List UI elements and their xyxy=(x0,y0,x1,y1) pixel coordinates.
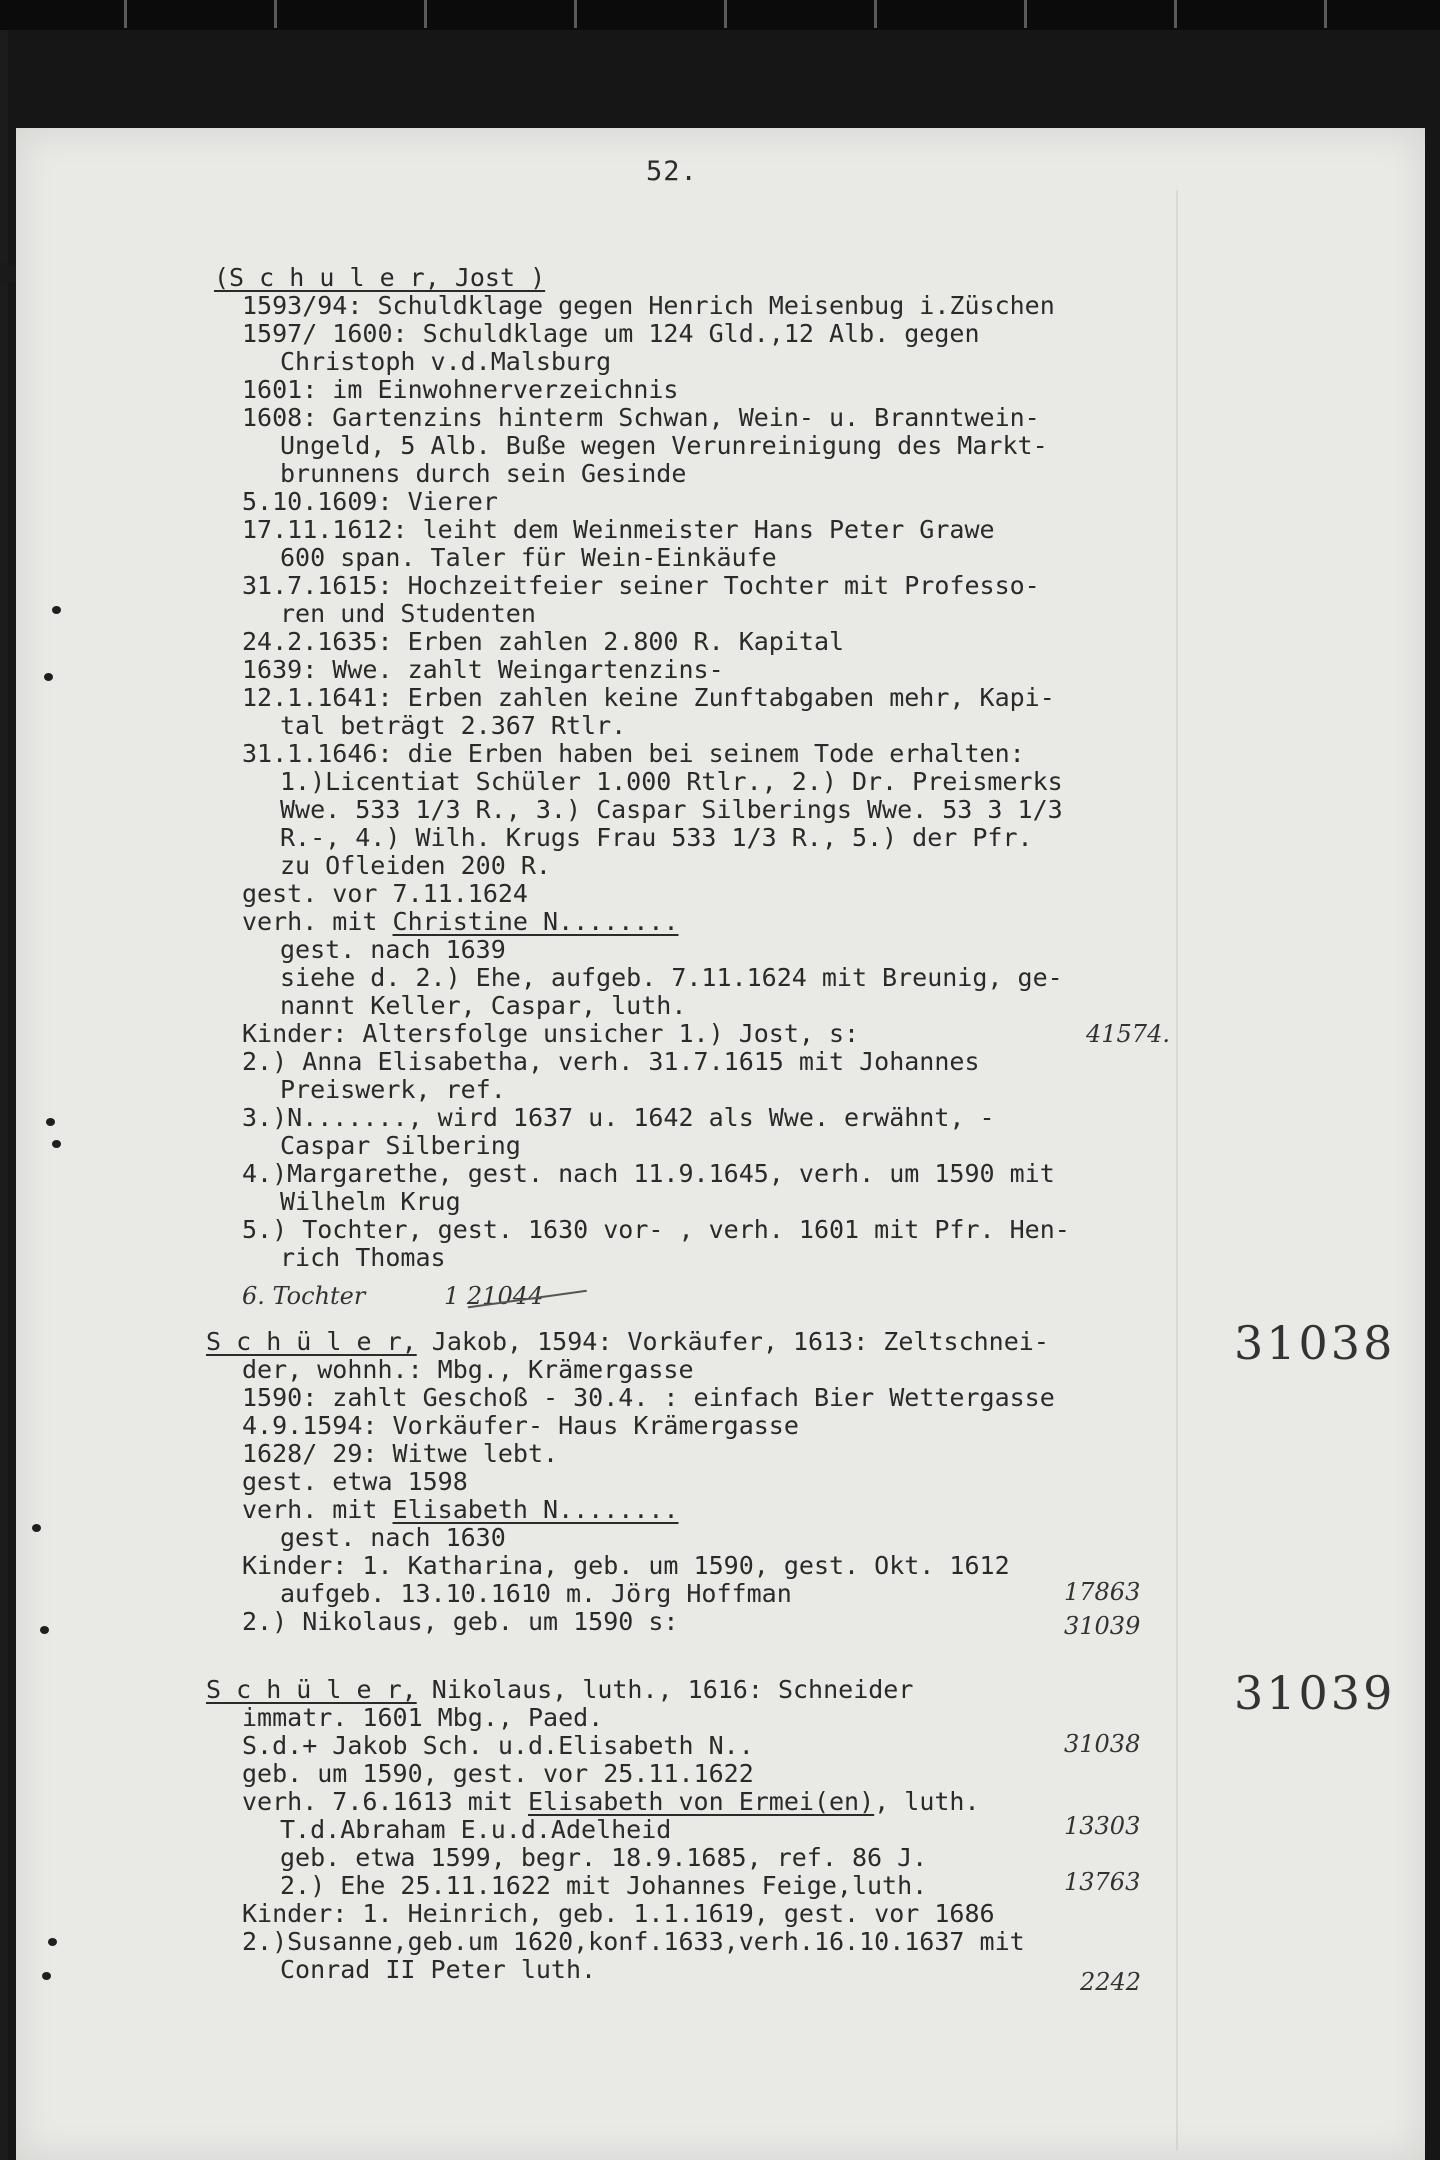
text-line: 2.)Susanne,geb.um 1620,konf.1633,verh.16.10.1637 mit xyxy=(242,1927,1025,1956)
handwritten-note: 1 21044 xyxy=(444,1282,544,1310)
margin-dot xyxy=(42,1972,51,1980)
film-tick xyxy=(874,0,877,28)
text-line: 1593/94: Schuldklage gegen Henrich Meisenbug i.Züschen xyxy=(242,291,1055,320)
text-line: 1597/ 1600: Schuldklage um 124 Gld.,12 Alb. gegen xyxy=(242,319,980,348)
record-number: 31039 xyxy=(1234,1666,1396,1720)
text-line: geb. um 1590, gest. vor 25.11.1622 xyxy=(242,1759,754,1788)
margin-dot xyxy=(52,1140,61,1148)
text-line: Preiswerk, ref. xyxy=(280,1075,506,1104)
handwritten-note: 6. Tochter xyxy=(242,1282,366,1310)
text-line: gest. nach 1639 xyxy=(280,935,506,964)
film-tick xyxy=(274,0,277,28)
page-number: 52. xyxy=(646,156,698,187)
margin-dot xyxy=(40,1626,49,1634)
text-line: immatr. 1601 Mbg., Paed. xyxy=(242,1703,604,1732)
text-line: R.-, 4.) Wilh. Krugs Frau 533 1/3 R., 5.) der Pfr. xyxy=(280,823,1033,852)
text-line: geb. etwa 1599, begr. 18.9.1685, ref. 86 J. xyxy=(280,1843,928,1872)
text-line xyxy=(242,908,679,936)
text-line: 24.2.1635: Erben zahlen 2.800 R. Kapital xyxy=(242,627,845,656)
text-line: 4.9.1594: Vorkäufer- Haus Krämergasse xyxy=(242,1411,799,1440)
text-line: 5.) Tochter, gest. 1630 vor- , verh. 1601 mit Pfr. Hen- xyxy=(242,1215,1070,1244)
text-line: 31.7.1615: Hochzeitfeier seiner Tochter mit Professo- xyxy=(242,571,1040,600)
text-line: zu Ofleiden 200 R. xyxy=(280,851,551,880)
film-tick xyxy=(424,0,427,28)
text-line: 2.) Nikolaus, geb. um 1590 s: xyxy=(242,1607,679,1636)
document-page xyxy=(16,128,1425,2160)
text-line: gest. etwa 1598 xyxy=(242,1467,468,1496)
text-segment: verh. 7.6.1613 mit xyxy=(242,1787,528,1816)
underlined-name: Elisabeth N........ xyxy=(392,1495,679,1524)
text-line: brunnens durch sein Gesinde xyxy=(280,459,687,488)
text-line: 3.)N......., wird 1637 u. 1642 als Wwe. erwähnt, - xyxy=(242,1103,995,1132)
text-line: Ungeld, 5 Alb. Buße wegen Verunreinigung des Markt- xyxy=(280,431,1048,460)
text-segment: Jakob, 1594: Vorkäufer, 1613: Zeltschnei- xyxy=(416,1327,1049,1356)
handwritten-note: 2242 xyxy=(1080,1968,1142,1996)
text-line: Kinder: 1. Heinrich, geb. 1.1.1619, gest. vor 1686 xyxy=(242,1899,995,1928)
text-line: 4.)Margarethe, gest. nach 11.9.1645, verh. um 1590 mit xyxy=(242,1159,1055,1188)
text-line: T.d.Abraham E.u.d.Adelheid xyxy=(280,1815,672,1844)
text-line: 1590: zahlt Geschoß - 30.4. : einfach Bier Wettergasse xyxy=(242,1383,1055,1412)
handwritten-note: 31038 xyxy=(1064,1730,1141,1758)
text-line: 5.10.1609: Vierer xyxy=(242,487,498,516)
text-line xyxy=(206,1328,1049,1356)
text-line: 1639: Wwe. zahlt Weingartenzins- xyxy=(242,655,724,684)
text-line: 600 span. Taler für Wein-Einkäufe xyxy=(280,543,777,572)
handwritten-note: 13763 xyxy=(1064,1868,1141,1896)
text-line: 2.) Ehe 25.11.1622 mit Johannes Feige,luth. xyxy=(280,1871,928,1900)
text-line xyxy=(242,1788,980,1816)
text-line: Conrad II Peter luth. xyxy=(280,1955,597,1984)
text-line: der, wohnh.: Mbg., Krämergasse xyxy=(242,1355,694,1384)
text-segment: verh. mit xyxy=(242,907,393,936)
underlined-name: S c h ü l e r, xyxy=(206,1327,417,1356)
text-line: Wilhelm Krug xyxy=(280,1187,461,1216)
margin-dot xyxy=(32,1524,41,1532)
margin-dot xyxy=(48,1938,57,1946)
text-segment: verh. mit xyxy=(242,1495,393,1524)
text-line xyxy=(206,1676,913,1704)
film-tick xyxy=(724,0,727,28)
text-line: nannt Keller, Caspar, luth. xyxy=(280,991,687,1020)
text-line: (S c h u l e r, Jost ) xyxy=(214,263,546,292)
text-line: 12.1.1641: Erben zahlen keine Zunftabgaben mehr, Kapi- xyxy=(242,683,1055,712)
text-line: tal beträgt 2.367 Rtlr. xyxy=(280,711,627,740)
text-line: S.d.+ Jakob Sch. u.d.Elisabeth N.. xyxy=(242,1731,754,1760)
underlined-name: Christine N........ xyxy=(392,907,679,936)
margin-dot xyxy=(52,606,61,614)
text-line: 2.) Anna Elisabetha, verh. 31.7.1615 mit Johannes xyxy=(242,1047,980,1076)
text-line: 1608: Gartenzins hinterm Schwan, Wein- u. Branntwein- xyxy=(242,403,1040,432)
film-tick xyxy=(1324,0,1327,28)
text-line: 1628/ 29: Witwe lebt. xyxy=(242,1439,559,1468)
text-line: 1.)Licentiat Schüler 1.000 Rtlr., 2.) Dr. Preismerks xyxy=(280,767,1063,796)
text-segment: , luth. xyxy=(874,1787,980,1816)
text-line: aufgeb. 13.10.1610 m. Jörg Hoffman xyxy=(280,1579,792,1608)
text-line: Caspar Silbering xyxy=(280,1131,521,1160)
film-tick xyxy=(1174,0,1177,28)
text-line xyxy=(242,1496,679,1524)
text-line: 17.11.1612: leiht dem Weinmeister Hans Peter Grawe xyxy=(242,515,995,544)
film-strip-top xyxy=(0,0,1440,30)
film-left-edge xyxy=(0,0,8,2160)
text-line: Christoph v.d.Malsburg xyxy=(280,347,612,376)
film-tick xyxy=(574,0,577,28)
text-line: Wwe. 533 1/3 R., 3.) Caspar Silberings Wwe. 53 3 1/3 xyxy=(280,795,1063,824)
text-line: ren und Studenten xyxy=(280,599,536,628)
handwritten-note: 31039 xyxy=(1064,1612,1141,1640)
underlined-name: Elisabeth von Ermei(en) xyxy=(527,1787,875,1816)
underlined-name: S c h ü l e r, xyxy=(206,1675,417,1704)
margin-dot xyxy=(44,673,53,681)
text-line: rich Thomas xyxy=(280,1243,446,1272)
text-line: siehe d. 2.) Ehe, aufgeb. 7.11.1624 mit Breunig, ge- xyxy=(280,963,1063,992)
text-line: gest. vor 7.11.1624 xyxy=(242,879,528,908)
text-line: 31.1.1646: die Erben haben bei seinem Tode erhalten: xyxy=(242,739,1025,768)
handwritten-note: 13303 xyxy=(1064,1812,1141,1840)
margin-dot xyxy=(46,1118,55,1126)
text-segment: Nikolaus, luth., 1616: Schneider xyxy=(416,1675,914,1704)
text-line: Kinder: 1. Katharina, geb. um 1590, gest. Okt. 1612 xyxy=(242,1551,1010,1580)
film-tick xyxy=(124,0,127,28)
page-fold-line xyxy=(1176,190,1178,2150)
text-line: gest. nach 1630 xyxy=(280,1523,506,1552)
film-tick xyxy=(1024,0,1027,28)
text-line: Kinder: Altersfolge unsicher 1.) Jost, s: xyxy=(242,1019,860,1048)
handwritten-note: 41574. xyxy=(1086,1020,1170,1048)
record-number: 31038 xyxy=(1234,1316,1396,1370)
text-line: 1601: im Einwohnerverzeichnis xyxy=(242,375,679,404)
handwritten-note: 17863 xyxy=(1064,1578,1141,1606)
